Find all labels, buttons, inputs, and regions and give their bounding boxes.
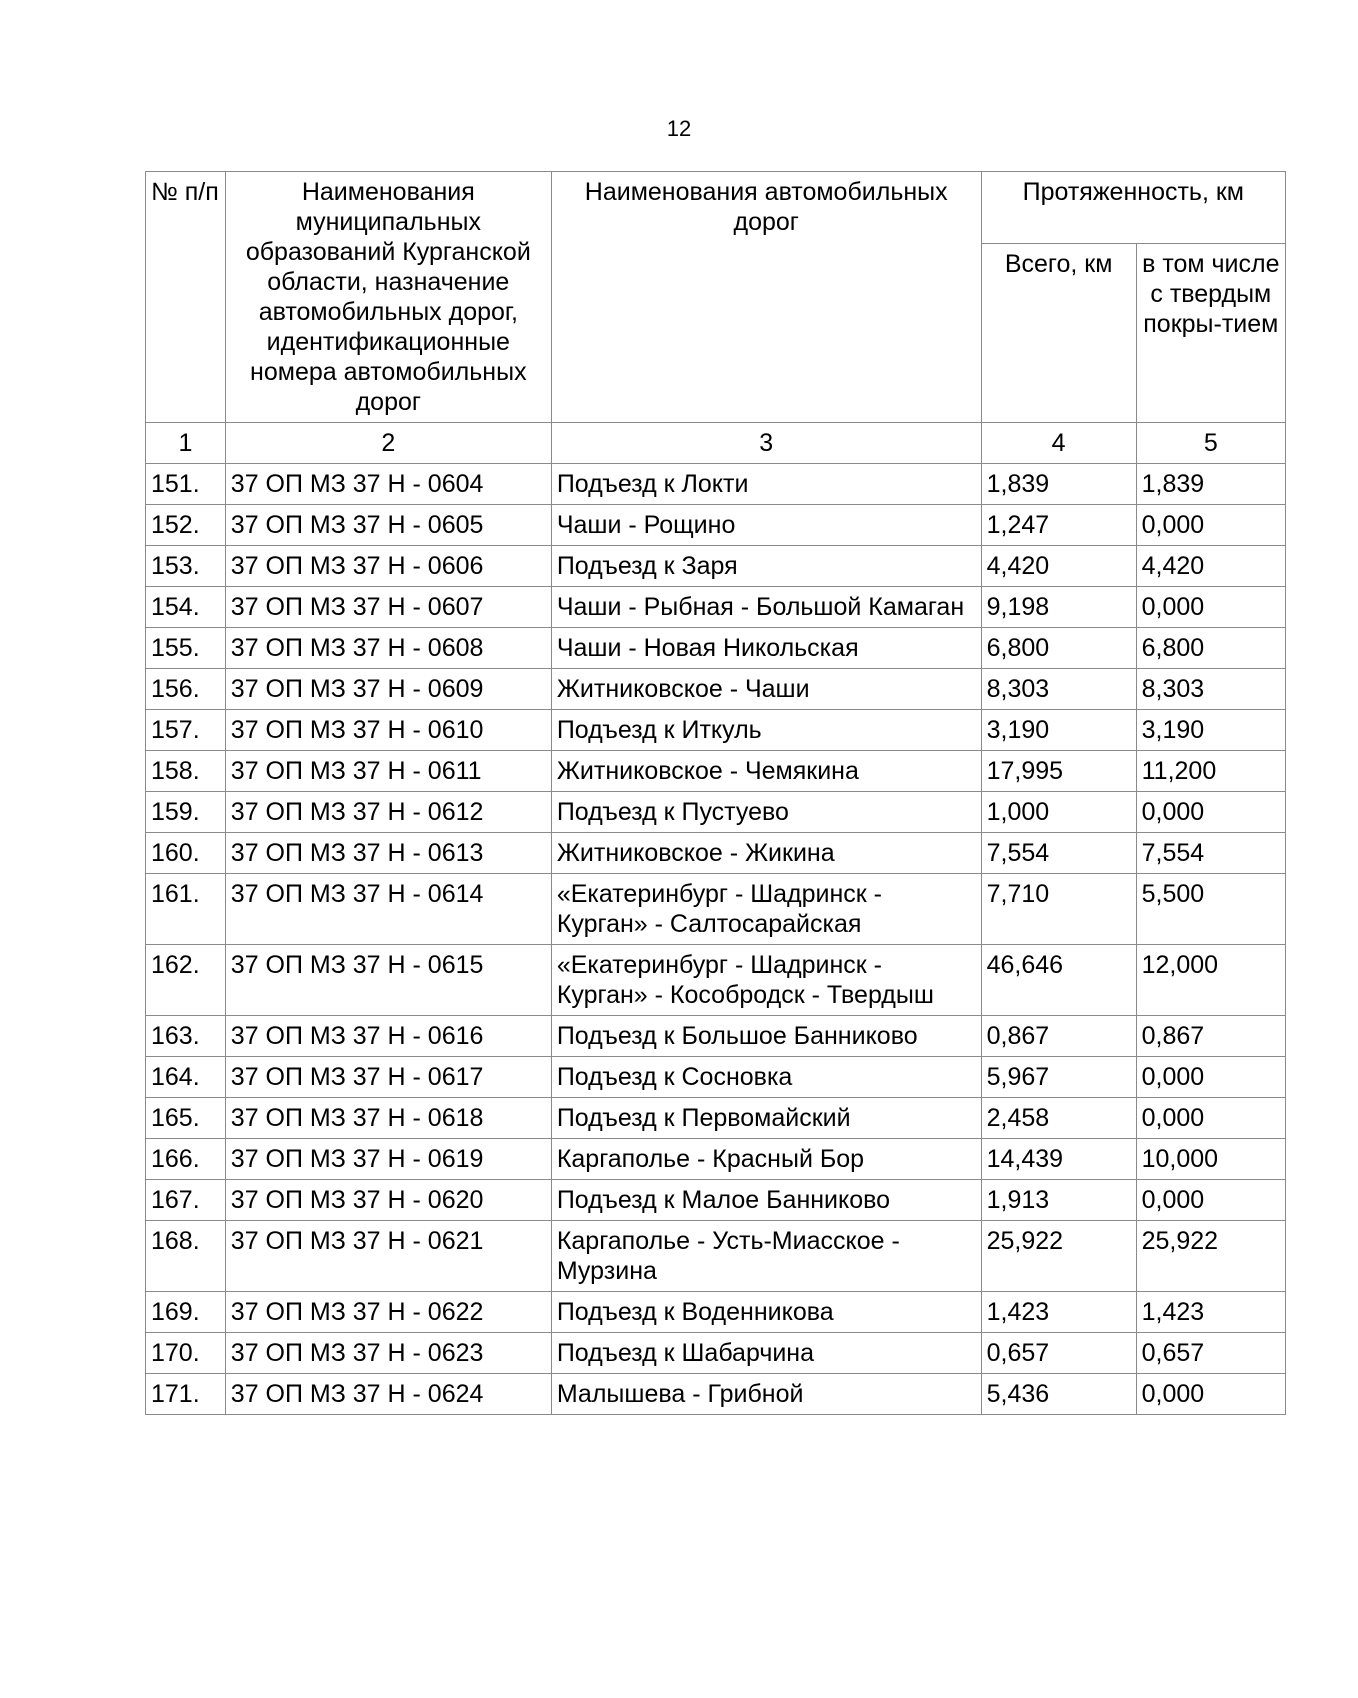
length-paved: 0,000 bbox=[1136, 505, 1285, 546]
road-name: Житниковское - Чемякина bbox=[551, 751, 981, 792]
row-number: 161. bbox=[146, 874, 226, 945]
row-number: 170. bbox=[146, 1333, 226, 1374]
table-row bbox=[146, 1139, 1286, 1180]
row-number: 160. bbox=[146, 833, 226, 874]
length-paved: 11,200 bbox=[1136, 751, 1285, 792]
table-row bbox=[146, 945, 1286, 1016]
row-number: 166. bbox=[146, 1139, 226, 1180]
table-row bbox=[146, 505, 1286, 546]
row-number: 157. bbox=[146, 710, 226, 751]
length-paved: 1,839 bbox=[1136, 464, 1285, 505]
length-total: 1,000 bbox=[981, 792, 1136, 833]
table-row bbox=[146, 587, 1286, 628]
road-name: Каргаполье - Красный Бор bbox=[551, 1139, 981, 1180]
length-paved: 0,867 bbox=[1136, 1016, 1285, 1057]
road-name: Чаши - Новая Никольская bbox=[551, 628, 981, 669]
road-name: Каргаполье - Усть-Миасское - Мурзина bbox=[551, 1221, 981, 1292]
length-paved: 4,420 bbox=[1136, 546, 1285, 587]
length-total: 17,995 bbox=[981, 751, 1136, 792]
length-total: 1,913 bbox=[981, 1180, 1136, 1221]
length-total: 2,458 bbox=[981, 1098, 1136, 1139]
row-number: 171. bbox=[146, 1374, 226, 1415]
table-row bbox=[146, 1098, 1286, 1139]
row-number: 168. bbox=[146, 1221, 226, 1292]
header-length-group: Протяженность, км bbox=[981, 172, 1285, 244]
table-row bbox=[146, 628, 1286, 669]
road-name: Чаши - Рощино bbox=[551, 505, 981, 546]
road-name: Житниковское - Жикина bbox=[551, 833, 981, 874]
row-number: 167. bbox=[146, 1180, 226, 1221]
table-row bbox=[146, 710, 1286, 751]
road-name: Подъезд к Малое Банниково bbox=[551, 1180, 981, 1221]
length-total: 46,646 bbox=[981, 945, 1136, 1016]
table-row bbox=[146, 833, 1286, 874]
road-id: 37 ОП МЗ 37 Н - 0622 bbox=[225, 1292, 551, 1333]
road-id: 37 ОП МЗ 37 Н - 0613 bbox=[225, 833, 551, 874]
roads-table bbox=[145, 171, 1286, 1415]
row-number: 158. bbox=[146, 751, 226, 792]
length-paved: 0,000 bbox=[1136, 792, 1285, 833]
length-total: 25,922 bbox=[981, 1221, 1136, 1292]
length-paved: 0,000 bbox=[1136, 1374, 1285, 1415]
row-number: 163. bbox=[146, 1016, 226, 1057]
length-total: 9,198 bbox=[981, 587, 1136, 628]
length-total: 7,554 bbox=[981, 833, 1136, 874]
road-name: «Екатеринбург - Шадринск - Курган» - Салтосарайская bbox=[551, 874, 981, 945]
column-number: 4 bbox=[981, 423, 1136, 464]
table-row bbox=[146, 792, 1286, 833]
table-row bbox=[146, 1016, 1286, 1057]
road-id: 37 ОП МЗ 37 Н - 0624 bbox=[225, 1374, 551, 1415]
length-paved: 6,800 bbox=[1136, 628, 1285, 669]
table-row bbox=[146, 1374, 1286, 1415]
row-number: 155. bbox=[146, 628, 226, 669]
row-number: 165. bbox=[146, 1098, 226, 1139]
road-id: 37 ОП МЗ 37 Н - 0612 bbox=[225, 792, 551, 833]
length-total: 1,247 bbox=[981, 505, 1136, 546]
row-number: 152. bbox=[146, 505, 226, 546]
column-number: 5 bbox=[1136, 423, 1285, 464]
road-id: 37 ОП МЗ 37 Н - 0605 bbox=[225, 505, 551, 546]
header-paved: в том числе с твердым покры-тием bbox=[1136, 244, 1285, 423]
road-name: Подъезд к Заря bbox=[551, 546, 981, 587]
length-paved: 0,000 bbox=[1136, 1098, 1285, 1139]
table-row bbox=[146, 874, 1286, 945]
length-paved: 3,190 bbox=[1136, 710, 1285, 751]
road-name: Подъезд к Шабарчина bbox=[551, 1333, 981, 1374]
length-paved: 0,000 bbox=[1136, 1180, 1285, 1221]
table-body bbox=[146, 464, 1286, 1415]
header-road-name: Наименования автомобильных дорог bbox=[551, 172, 981, 423]
length-paved: 1,423 bbox=[1136, 1292, 1285, 1333]
length-total: 3,190 bbox=[981, 710, 1136, 751]
road-name: Подъезд к Большое Банниково bbox=[551, 1016, 981, 1057]
road-id: 37 ОП МЗ 37 Н - 0620 bbox=[225, 1180, 551, 1221]
road-id: 37 ОП МЗ 37 Н - 0611 bbox=[225, 751, 551, 792]
road-id: 37 ОП МЗ 37 Н - 0623 bbox=[225, 1333, 551, 1374]
row-number: 156. bbox=[146, 669, 226, 710]
road-name: Подъезд к Воденникова bbox=[551, 1292, 981, 1333]
length-paved: 10,000 bbox=[1136, 1139, 1285, 1180]
header-number: № п/п bbox=[146, 172, 226, 423]
road-name: Малышева - Грибной bbox=[551, 1374, 981, 1415]
length-paved: 0,657 bbox=[1136, 1333, 1285, 1374]
road-id: 37 ОП МЗ 37 Н - 0610 bbox=[225, 710, 551, 751]
length-paved: 12,000 bbox=[1136, 945, 1285, 1016]
length-paved: 0,000 bbox=[1136, 587, 1285, 628]
road-name: Подъезд к Сосновка bbox=[551, 1057, 981, 1098]
row-number: 164. bbox=[146, 1057, 226, 1098]
row-number: 162. bbox=[146, 945, 226, 1016]
road-name: Житниковское - Чаши bbox=[551, 669, 981, 710]
length-total: 0,657 bbox=[981, 1333, 1136, 1374]
length-total: 0,867 bbox=[981, 1016, 1136, 1057]
row-number: 153. bbox=[146, 546, 226, 587]
road-id: 37 ОП МЗ 37 Н - 0619 bbox=[225, 1139, 551, 1180]
road-id: 37 ОП МЗ 37 Н - 0617 bbox=[225, 1057, 551, 1098]
length-paved: 0,000 bbox=[1136, 1057, 1285, 1098]
table-row bbox=[146, 546, 1286, 587]
road-name: Чаши - Рыбная - Большой Камаган bbox=[551, 587, 981, 628]
road-name: Подъезд к Первомайский bbox=[551, 1098, 981, 1139]
length-total: 6,800 bbox=[981, 628, 1136, 669]
table-row bbox=[146, 464, 1286, 505]
length-total: 4,420 bbox=[981, 546, 1136, 587]
column-number: 2 bbox=[225, 423, 551, 464]
length-paved: 8,303 bbox=[1136, 669, 1285, 710]
road-id: 37 ОП МЗ 37 Н - 0604 bbox=[225, 464, 551, 505]
table-row bbox=[146, 669, 1286, 710]
length-total: 5,967 bbox=[981, 1057, 1136, 1098]
road-id: 37 ОП МЗ 37 Н - 0609 bbox=[225, 669, 551, 710]
road-id: 37 ОП МЗ 37 Н - 0618 bbox=[225, 1098, 551, 1139]
road-name: Подъезд к Пустуево bbox=[551, 792, 981, 833]
column-number: 1 bbox=[146, 423, 226, 464]
table-row bbox=[146, 1221, 1286, 1292]
road-id: 37 ОП МЗ 37 Н - 0606 bbox=[225, 546, 551, 587]
page-number: 12 bbox=[666, 116, 692, 141]
road-id: 37 ОП МЗ 37 Н - 0608 bbox=[225, 628, 551, 669]
road-id: 37 ОП МЗ 37 Н - 0607 bbox=[225, 587, 551, 628]
road-id: 37 ОП МЗ 37 Н - 0621 bbox=[225, 1221, 551, 1292]
length-total: 8,303 bbox=[981, 669, 1136, 710]
table-row bbox=[146, 1333, 1286, 1374]
length-total: 1,423 bbox=[981, 1292, 1136, 1333]
row-number: 159. bbox=[146, 792, 226, 833]
row-number: 169. bbox=[146, 1292, 226, 1333]
header-municipal: Наименования муниципальных образований Курганской области, назначение автомобильных дорог, идентификационные номера автомобильных дорог bbox=[225, 172, 551, 423]
road-name: Подъезд к Иткуль bbox=[551, 710, 981, 751]
length-total: 7,710 bbox=[981, 874, 1136, 945]
road-name: Подъезд к Локти bbox=[551, 464, 981, 505]
header-total: Всего, км bbox=[981, 244, 1136, 423]
table-row bbox=[146, 1180, 1286, 1221]
road-id: 37 ОП МЗ 37 Н - 0614 bbox=[225, 874, 551, 945]
length-paved: 7,554 bbox=[1136, 833, 1285, 874]
table-row bbox=[146, 1057, 1286, 1098]
road-id: 37 ОП МЗ 37 Н - 0615 bbox=[225, 945, 551, 1016]
length-paved: 25,922 bbox=[1136, 1221, 1285, 1292]
length-paved: 5,500 bbox=[1136, 874, 1285, 945]
length-total: 1,839 bbox=[981, 464, 1136, 505]
row-number: 154. bbox=[146, 587, 226, 628]
table-row bbox=[146, 1292, 1286, 1333]
road-id: 37 ОП МЗ 37 Н - 0616 bbox=[225, 1016, 551, 1057]
length-total: 14,439 bbox=[981, 1139, 1136, 1180]
length-total: 5,436 bbox=[981, 1374, 1136, 1415]
table-row bbox=[146, 751, 1286, 792]
row-number: 151. bbox=[146, 464, 226, 505]
column-number: 3 bbox=[551, 423, 981, 464]
road-name: «Екатеринбург - Шадринск - Курган» - Кособродск - Твердыш bbox=[551, 945, 981, 1016]
